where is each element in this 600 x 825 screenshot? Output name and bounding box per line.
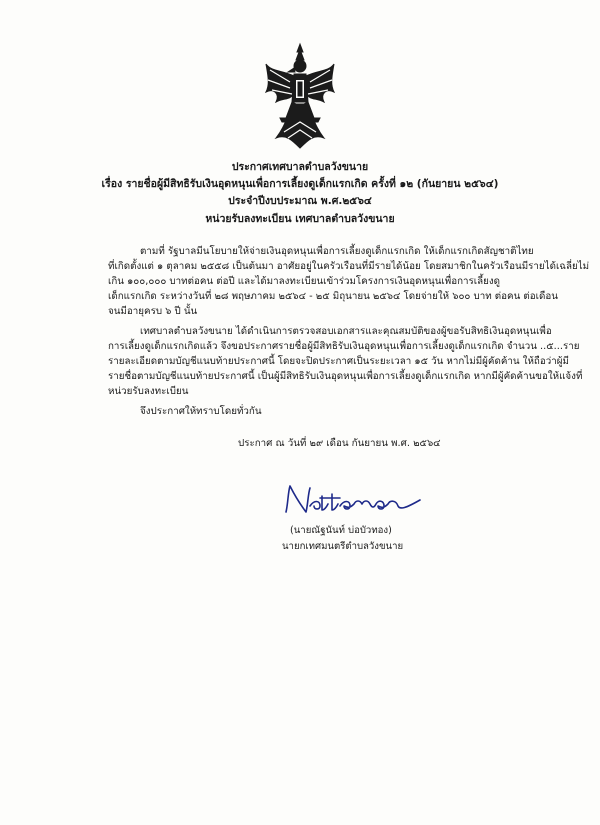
- paragraph-2-line: รายชื่อตามบัญชีแนบท้ายประกาศนี้ เป็นผู้มีสิทธิรับเงินอุดหนุนเพื่อการเลี้ยงดูเด็กแรกเกิด หากมีผู้คัดค้านขอให้แจ้งที่: [108, 371, 583, 382]
- paragraph-1-line: จนมีอายุครบ ๖ ปี นั้น: [108, 306, 198, 317]
- paragraph-1-line: เด็กแรกเกิด ระหว่างวันที่ ๒๘ พฤษภาคม ๒๕๖๔ - ๒๕ มิถุนายน ๒๕๖๔ โดยจ่ายให้ ๖๐๐ บาท ต่อคน ต่อเดือน: [108, 291, 558, 302]
- signatory-name: (นายณัฐนันท์ บ่อบัวทอง): [290, 525, 392, 536]
- garuda-emblem-icon: [262, 42, 338, 150]
- paragraph-2-line: รายละเอียดตามบัญชีแนบท้ายประกาศนี้ โดยจะปิดประกาศเป็นระยะเวลา ๑๕ วัน หากไม่มีผู้คัดค้าน ให้ถือว่าผู้มี: [108, 356, 569, 367]
- signatory-position: นายกเทศมนตรีตำบลวังขนาย: [282, 541, 404, 552]
- fiscal-year: ประจำปีงบประมาณ พ.ศ.๒๕๖๔: [228, 195, 372, 207]
- paragraph-2-line: การเลี้ยงดูเด็กแรกเกิดแล้ว จึงขอประกาศรายชื่อผู้มีสิทธิรับเงินอุดหนุนเพื่อการเลี้ยงดูเด็กแรกเกิด จำนวน ..๕...ราย: [108, 341, 580, 352]
- paragraph-1-line: ตามที่ รัฐบาลมีนโยบายให้จ่ายเงินอุดหนุนเพื่อการเลี้ยงดูเด็กแรกเกิด ให้เด็กแรกเกิดสัญชาติไทย: [140, 246, 534, 257]
- announcement-date: ประกาศ ณ วันที่ ๒๙ เดือน กันยายน พ.ศ. ๒๕๖๔: [238, 438, 441, 449]
- handwritten-signature: [280, 482, 430, 518]
- closing-statement: จึงประกาศให้ทราบโดยทั่วกัน: [140, 406, 262, 417]
- registration-unit: หน่วยรับลงทะเบียน เทศบาลตำบลวังขนาย: [205, 213, 395, 225]
- paragraph-2-line: หน่วยรับลงทะเบียน: [108, 386, 189, 397]
- announcement-title: ประกาศเทศบาลตำบลวังขนาย: [231, 161, 369, 173]
- paragraph-1-line: ที่เกิดตั้งแต่ ๑ ตุลาคม ๒๕๕๘ เป็นต้นมา อาศัยอยู่ในครัวเรือนที่มีรายได้น้อย โดยสมาชิกในครัวเรือนมีรายได้เฉลี่ยไม่: [108, 261, 590, 272]
- paragraph-2-line: เทศบาลตำบลวังขนาย ได้ดำเนินการตรวจสอบเอกสารและคุณสมบัติของผู้ขอรับสิทธิเงินอุดหนุนเพื่อ: [140, 326, 552, 337]
- paragraph-1-line: เกิน ๑๐๐,๐๐๐ บาทต่อคน ต่อปี และได้มาลงทะเบียนเข้าร่วมโครงการเงินอุดหนุนเพื่อการเลี้ยงดู: [108, 276, 501, 287]
- announcement-subject: เรื่อง รายชื่อผู้มีสิทธิรับเงินอุดหนุนเพื่อการเลี้ยงดูเด็กแรกเกิด ครั้งที่ ๑๒ (กันยายน ๒๕๖๔): [101, 178, 499, 190]
